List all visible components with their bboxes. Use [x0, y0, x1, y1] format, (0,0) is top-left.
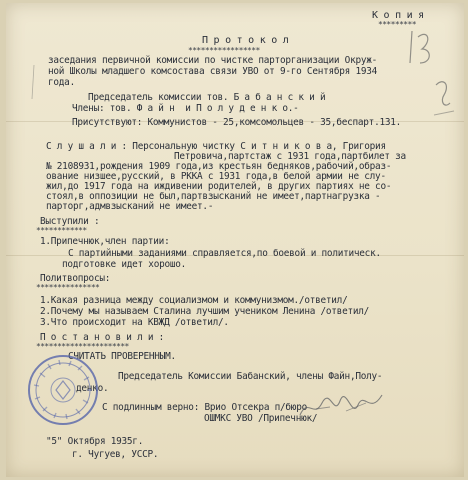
- underline-stars: ************: [36, 226, 87, 235]
- speakers-heading: Выступили :: [40, 216, 100, 227]
- signature-line: Председатель Комиссии Бабанский, члены Файн,Полу-: [118, 371, 383, 382]
- resolution-heading: П о с т а н о в и л и :: [40, 332, 165, 343]
- heard-line: стоял,в оппозиции не был,партвзысканий не имеет,партнагрузка -: [46, 191, 381, 202]
- intro-line: ной Школы младшего комсостава связи УВО от 9-го Сентября 1934: [48, 66, 378, 77]
- document-date: "5" Октября 1935г.: [46, 436, 144, 447]
- pencil-archive-mark-icon: [398, 23, 464, 123]
- copy-label: К о п и я: [372, 10, 424, 21]
- intro-line: года.: [48, 77, 75, 88]
- underline-stars: ***************: [36, 283, 100, 292]
- question-line: 3.Что происходит на КВЖД /ответил/.: [40, 317, 229, 328]
- question-line: 1.Какая разница между социализмом и коммунизмом./ответил/: [40, 295, 348, 306]
- commission-members: Члены: тов. Ф а й н и П о л у д е н к о.-: [72, 103, 299, 114]
- heard-line: № 2108931,рождения 1909 года,из крестьян бедняков,рабочий,образ-: [46, 161, 392, 172]
- signature-line: С подлинным верно: Врио Отсекра п/бюро: [102, 402, 307, 413]
- heard-line: Петровича,партстаж с 1931 года,партбилет за: [174, 151, 406, 162]
- heard-line: С л у ш а л и : Персональную чистку С и т н и к о в а, Григория: [46, 141, 386, 152]
- speaker-line: подготовке идет хорошо.: [62, 259, 187, 270]
- underline-stars: *****************: [188, 46, 260, 55]
- speaker-line: С партийными заданиями справляется,по боевой и политическ.: [68, 248, 381, 259]
- margin-mark-icon: [28, 63, 40, 103]
- signature-line: ОШМКС УВО /Припечнюк/: [204, 413, 318, 424]
- heard-line: парторг,адмвзысканий не имеет.-: [46, 201, 214, 212]
- signature-line: денко.: [76, 383, 109, 394]
- speaker-line: 1.Припечнюк,член партии:: [40, 236, 170, 247]
- underline-stars: **********************: [36, 342, 129, 351]
- handwritten-signature-icon: [296, 389, 386, 425]
- intro-line: заседания первичной комиссии по чистке парторганизации Окруж-: [48, 55, 378, 66]
- questions-heading: Политвопросы:: [40, 273, 111, 284]
- resolution-text: СЧИТАТЬ ПРОВЕРЕННЫМ.: [68, 351, 176, 362]
- question-line: 2.Почему мы называем Сталина лучшим учеником Ленина /ответил/: [40, 306, 370, 317]
- protocol-title: П р о т о к о л: [202, 35, 289, 46]
- attendance-line: Присутствуют: Коммунистов - 25,комсомольцев - 35,беспарт.131.: [72, 117, 402, 128]
- underline-stars: *********: [378, 20, 416, 29]
- heard-line: ование низшее,русский, в РККА с 1931 года,в белой армии не слу-: [46, 171, 386, 182]
- round-seal-icon: [26, 353, 100, 427]
- heard-line: жил,до 1917 года на иждивении родителей, в других партиях не со-: [46, 181, 392, 192]
- document-place: г. Чугуев, УССР.: [72, 449, 159, 460]
- document-page: [6, 3, 464, 477]
- commission-chair: Председатель комиссии тов. Б а б а н с к и й: [88, 92, 326, 103]
